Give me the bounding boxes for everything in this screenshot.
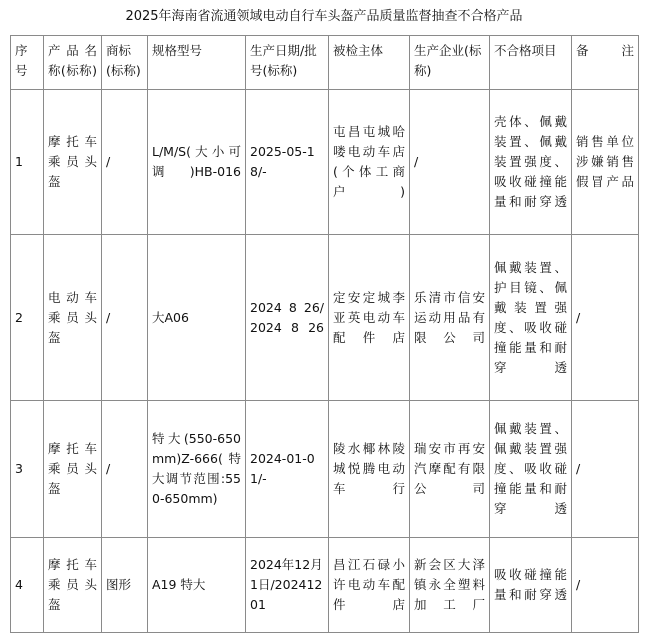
- inspected-subject: 屯昌屯城哈喽电动车店(个体工商户): [329, 90, 410, 235]
- production-date: 2024年12月1日/20241201: [246, 538, 329, 633]
- remarks: /: [572, 401, 639, 538]
- table-row: [11, 235, 639, 401]
- header-cell: 备注: [572, 36, 639, 90]
- document-title: 2025年海南省流通领域电动自行车头盔产品质量监督抽查不合格产品: [125, 9, 523, 24]
- remarks: /: [572, 538, 639, 633]
- table-row: [11, 90, 639, 235]
- spec-model: L/M/S(大小可调)HB-016: [148, 90, 246, 235]
- header-cell: 规格型号: [148, 36, 246, 90]
- manufacturer: 乐清市信安运动用品有限公司: [410, 235, 490, 401]
- remarks: 销售单位涉嫌销售假冒产品: [572, 90, 639, 235]
- product-name: 摩托车乘员头盔: [44, 538, 102, 633]
- brand: /: [102, 401, 148, 538]
- failed-items: 佩戴装置、护目镜、佩戴装置强度、吸收碰撞能量和耐穿透: [490, 235, 572, 401]
- inspected-subject: 昌江石碌小许电动车配件店: [329, 538, 410, 633]
- row-number: 4: [11, 538, 44, 633]
- brand: /: [102, 90, 148, 235]
- manufacturer: 瑞安市再安汽摩配有限公司: [410, 401, 490, 538]
- header-cell: 序号: [11, 36, 44, 90]
- header-cell: 被检主体: [329, 36, 410, 90]
- production-date: 2024 8 26/2024 8 26: [246, 235, 329, 401]
- header-cell: 生产日期/批号(标称): [246, 36, 329, 90]
- failed-items: 壳体、佩戴装置、佩戴装置强度、吸收碰撞能量和耐穿透: [490, 90, 572, 235]
- brand: /: [102, 235, 148, 401]
- header-cell: 商标(标称): [102, 36, 148, 90]
- remarks: /: [572, 235, 639, 401]
- table-row: [11, 538, 639, 633]
- table-header-row: [11, 36, 639, 90]
- row-number: 1: [11, 90, 44, 235]
- header-cell: 不合格项目: [490, 36, 572, 90]
- product-name: 电动车乘员头盔: [44, 235, 102, 401]
- nonconforming-products-table: [10, 35, 639, 633]
- header-cell: 生产企业(标称): [410, 36, 490, 90]
- product-name: 摩托车乘员头盔: [44, 90, 102, 235]
- header-cell: 产品名称(标称): [44, 36, 102, 90]
- inspected-subject: 陵水椰林陵城悦腾电动车行: [329, 401, 410, 538]
- row-number: 3: [11, 401, 44, 538]
- spec-model: 大A06: [148, 235, 246, 401]
- production-date: 2024-01-01/-: [246, 401, 329, 538]
- failed-items: 佩戴装置、佩戴装置强度、吸收碰撞能量和耐穿透: [490, 401, 572, 538]
- manufacturer: /: [410, 90, 490, 235]
- spec-model: 特大(550-650mm)Z-666(特大调节范围:550-650mm): [148, 401, 246, 538]
- inspected-subject: 定安定城李亚英电动车配件店: [329, 235, 410, 401]
- brand: 图形: [102, 538, 148, 633]
- row-number: 2: [11, 235, 44, 401]
- manufacturer: 新会区大泽镇永全塑料加工厂: [410, 538, 490, 633]
- failed-items: 吸收碰撞能量和耐穿透: [490, 538, 572, 633]
- table-row: [11, 401, 639, 538]
- spec-model: A19 特大: [148, 538, 246, 633]
- production-date: 2025-05-18/-: [246, 90, 329, 235]
- product-name: 摩托车乘员头盔: [44, 401, 102, 538]
